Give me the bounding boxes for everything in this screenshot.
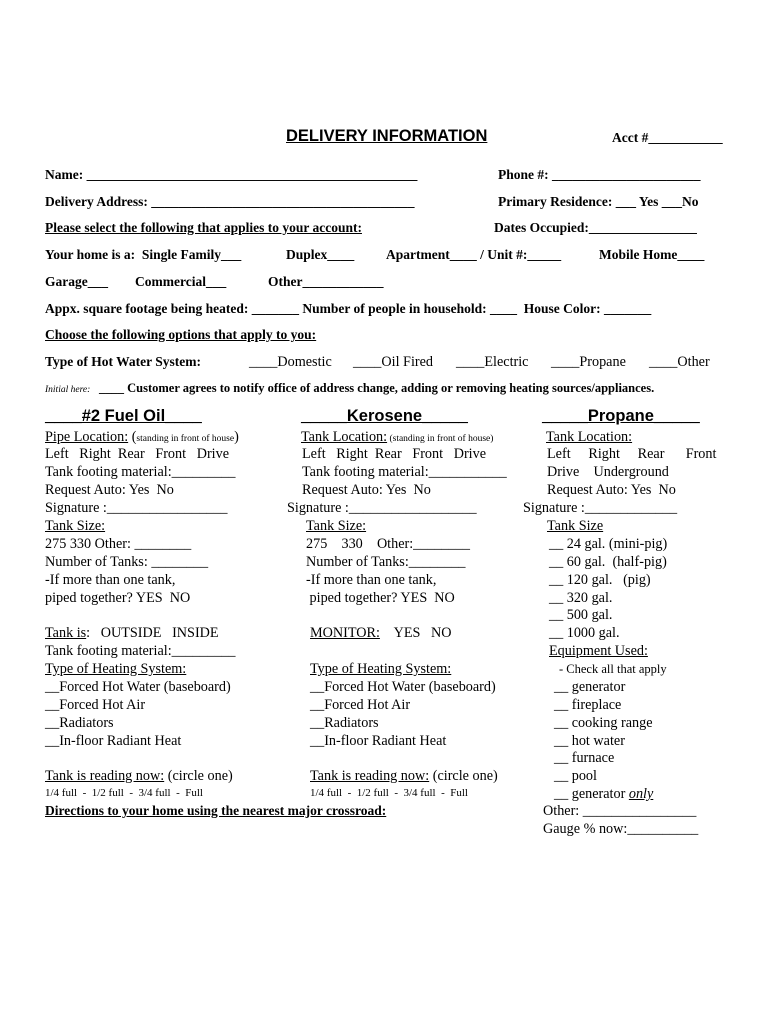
hot-water-domestic[interactable]: ____Domestic <box>249 354 332 370</box>
initial-here-label: Initial here: <box>45 385 91 395</box>
pipe-note-close: ) <box>234 429 239 445</box>
primary-residence-field[interactable]: Primary Residence: ___ Yes ___No <box>498 194 699 209</box>
reading-note: (circle one) <box>164 768 233 784</box>
kerosene-reading-note: (circle one) <box>429 768 498 784</box>
propane-equipment-option[interactable]: __ generator <box>554 679 626 695</box>
fuel-oil-heating-type-label: Type of Heating System: <box>45 661 187 677</box>
kerosene-heading: _____Kerosene_____ <box>301 407 468 425</box>
kerosene-tank-location <box>301 430 493 445</box>
home-type-other[interactable]: Other____________ <box>268 274 384 289</box>
only-emphasis: only <box>628 786 654 802</box>
dates-occupied-field[interactable]: Dates Occupied:________________ <box>494 220 697 235</box>
propane-size-option[interactable]: __ 120 gal. (pig) <box>549 572 651 588</box>
home-type-commercial[interactable]: Commercial___ <box>135 274 227 289</box>
name-field[interactable]: Name: _________________________________________________ <box>45 167 418 182</box>
kerosene-signature[interactable]: Signature :__________________ <box>287 500 477 516</box>
propane-check-all-note: - Check all that apply <box>559 662 667 676</box>
kerosene-heating-type-label: Type of Heating System: <box>310 661 452 677</box>
propane-equipment-option[interactable]: __ fireplace <box>554 697 622 713</box>
propane-request-auto[interactable]: Request Auto: Yes No <box>547 482 676 498</box>
propane-equipment-option[interactable]: __ cooking range <box>554 715 653 731</box>
propane-equipment-label: Equipment Used: <box>549 643 648 659</box>
fuel-oil-heating-option[interactable]: __Forced Hot Air <box>45 697 146 713</box>
kerosene-heating-option[interactable]: __In-floor Radiant Heat <box>310 733 447 749</box>
hot-water-other[interactable]: ____Other <box>649 354 710 370</box>
tank-is-options[interactable]: : OUTSIDE INSIDE <box>86 625 219 641</box>
propane-size-option[interactable]: __ 500 gal. <box>549 607 613 623</box>
propane-signature[interactable]: Signature :_____________ <box>523 500 678 516</box>
kerosene-piped-together[interactable]: piped together? YES NO <box>306 590 455 606</box>
fuel-oil-signature[interactable]: Signature :_________________ <box>45 500 228 516</box>
pipe-note: standing in front of house <box>136 434 235 444</box>
pipe-location-label: Pipe Location: <box>45 429 129 445</box>
kerosene-heating-option[interactable]: __Forced Hot Water (baseboard) <box>310 679 496 695</box>
hot-water-propane[interactable]: ____Propane <box>551 354 626 370</box>
monitor-options[interactable]: YES NO <box>379 625 452 641</box>
acct-field[interactable]: Acct #___________ <box>612 130 723 145</box>
fuel-oil-tank-size-label: Tank Size: <box>45 518 106 534</box>
pipe-note-open: ( <box>128 429 137 445</box>
fuel-oil-sizes[interactable]: 275 330 Other: ________ <box>45 536 192 552</box>
kerosene-levels[interactable]: 1/4 full - 1/2 full - 3/4 full - Full <box>310 787 468 799</box>
propane-equipment-option[interactable]: __ hot water <box>554 733 625 749</box>
page-title: DELIVERY INFORMATION <box>286 127 488 145</box>
kerosene-num-tanks[interactable]: Number of Tanks:________ <box>306 554 466 570</box>
propane-equipment-option[interactable]: __ pool <box>554 768 597 784</box>
home-type-single-family[interactable]: Your home is a: Single Family___ <box>45 247 242 262</box>
kerosene-heating-option[interactable]: __Radiators <box>310 715 379 731</box>
fuel-oil-heating-option[interactable]: __Forced Hot Water (baseboard) <box>45 679 231 695</box>
fuel-oil-positions[interactable]: Left Right Rear Front Drive <box>45 446 230 462</box>
directions-label: Directions to your home using the nearest major crossroad: <box>45 803 387 818</box>
fuel-oil-footing[interactable]: Tank footing material:_________ <box>45 464 236 480</box>
propane-gauge-field[interactable]: Gauge % now:__________ <box>543 821 699 837</box>
propane-positions-2[interactable]: Drive Underground <box>547 464 669 480</box>
kerosene-monitor[interactable] <box>310 626 452 640</box>
propane-tank-size-label: Tank Size <box>547 518 604 534</box>
kerosene-reading-label: Tank is reading now: <box>310 768 430 784</box>
hot-water-label: Type of Hot Water System: <box>45 354 201 369</box>
kerosene-tank-location-label: Tank Location: <box>301 429 388 445</box>
kerosene-location-note: (standing in front of house) <box>387 434 494 444</box>
home-type-duplex[interactable]: Duplex____ <box>286 247 355 262</box>
fuel-oil-piped-together[interactable]: piped together? YES NO <box>45 590 191 606</box>
fuel-oil-heating-option[interactable]: __In-floor Radiant Heat <box>45 733 182 749</box>
propane-tank-location-label: Tank Location: <box>546 429 633 445</box>
kerosene-more-than-one: -If more than one tank, <box>306 572 437 588</box>
fuel-oil-heading: ____#2 Fuel Oil____ <box>45 407 202 425</box>
kerosene-heating-option[interactable]: __Forced Hot Air <box>310 697 411 713</box>
kerosene-reading <box>310 769 498 783</box>
propane-positions[interactable]: Left Right Rear Front <box>547 446 717 462</box>
fuel-oil-request-auto[interactable]: Request Auto: Yes No <box>45 482 174 498</box>
home-type-mobile-home[interactable]: Mobile Home____ <box>599 247 705 262</box>
hot-water-electric[interactable]: ____Electric <box>456 354 529 370</box>
delivery-address-field[interactable]: Delivery Address: _______________________________________ <box>45 194 415 209</box>
fuel-oil-heating-option[interactable]: __Radiators <box>45 715 114 731</box>
fuel-oil-pipe-location <box>45 430 239 445</box>
please-select-heading: Please select the following that applies to your account: <box>45 220 362 235</box>
kerosene-footing[interactable]: Tank footing material:___________ <box>302 464 507 480</box>
kerosene-request-auto[interactable]: Request Auto: Yes No <box>302 482 431 498</box>
propane-equipment-generator-only[interactable] <box>554 787 653 801</box>
propane-size-option[interactable]: __ 24 gal. (mini-pig) <box>549 536 668 552</box>
propane-size-option[interactable]: __ 60 gal. (half-pig) <box>549 554 667 570</box>
phone-field[interactable]: Phone #: ______________________ <box>498 167 701 182</box>
propane-size-option[interactable]: __ 320 gal. <box>549 590 613 606</box>
agreement-line[interactable]: ____ Customer agrees to notify office of address change, adding or removing heating sources/appliances. <box>99 381 655 395</box>
fuel-oil-levels[interactable]: 1/4 full - 1/2 full - 3/4 full - Full <box>45 787 203 799</box>
home-type-apartment[interactable]: Apartment____ / Unit #:_____ <box>386 247 562 262</box>
square-footage-line[interactable]: Appx. square footage being heated: _______ Number of people in household: ____ House Color: _______ <box>45 301 652 316</box>
kerosene-tank-size-label: Tank Size: <box>306 518 367 534</box>
choose-options-heading: Choose the following options that apply to you: <box>45 327 317 342</box>
fuel-oil-num-tanks[interactable]: Number of Tanks: ________ <box>45 554 209 570</box>
tank-is-label: Tank is <box>45 625 87 641</box>
propane-equipment-option[interactable]: __ furnace <box>554 750 615 766</box>
fuel-oil-footing-2[interactable]: Tank footing material:_________ <box>45 643 236 659</box>
fuel-oil-reading <box>45 769 233 783</box>
fuel-oil-more-than-one: -If more than one tank, <box>45 572 176 588</box>
kerosene-sizes[interactable]: 275 330 Other:________ <box>306 536 470 552</box>
generator-option: __ generator <box>554 786 629 802</box>
propane-size-option[interactable]: __ 1000 gal. <box>549 625 620 641</box>
propane-other-field[interactable]: Other: ________________ <box>543 803 697 819</box>
monitor-label: MONITOR: <box>310 625 380 641</box>
fuel-oil-tank-is[interactable] <box>45 626 219 640</box>
propane-heading: _____Propane_____ <box>542 407 700 425</box>
kerosene-positions[interactable]: Left Right Rear Front Drive <box>302 446 487 462</box>
hot-water-oil-fired[interactable]: ____Oil Fired <box>353 354 433 370</box>
reading-label: Tank is reading now: <box>45 768 165 784</box>
home-type-garage[interactable]: Garage___ <box>45 274 108 289</box>
